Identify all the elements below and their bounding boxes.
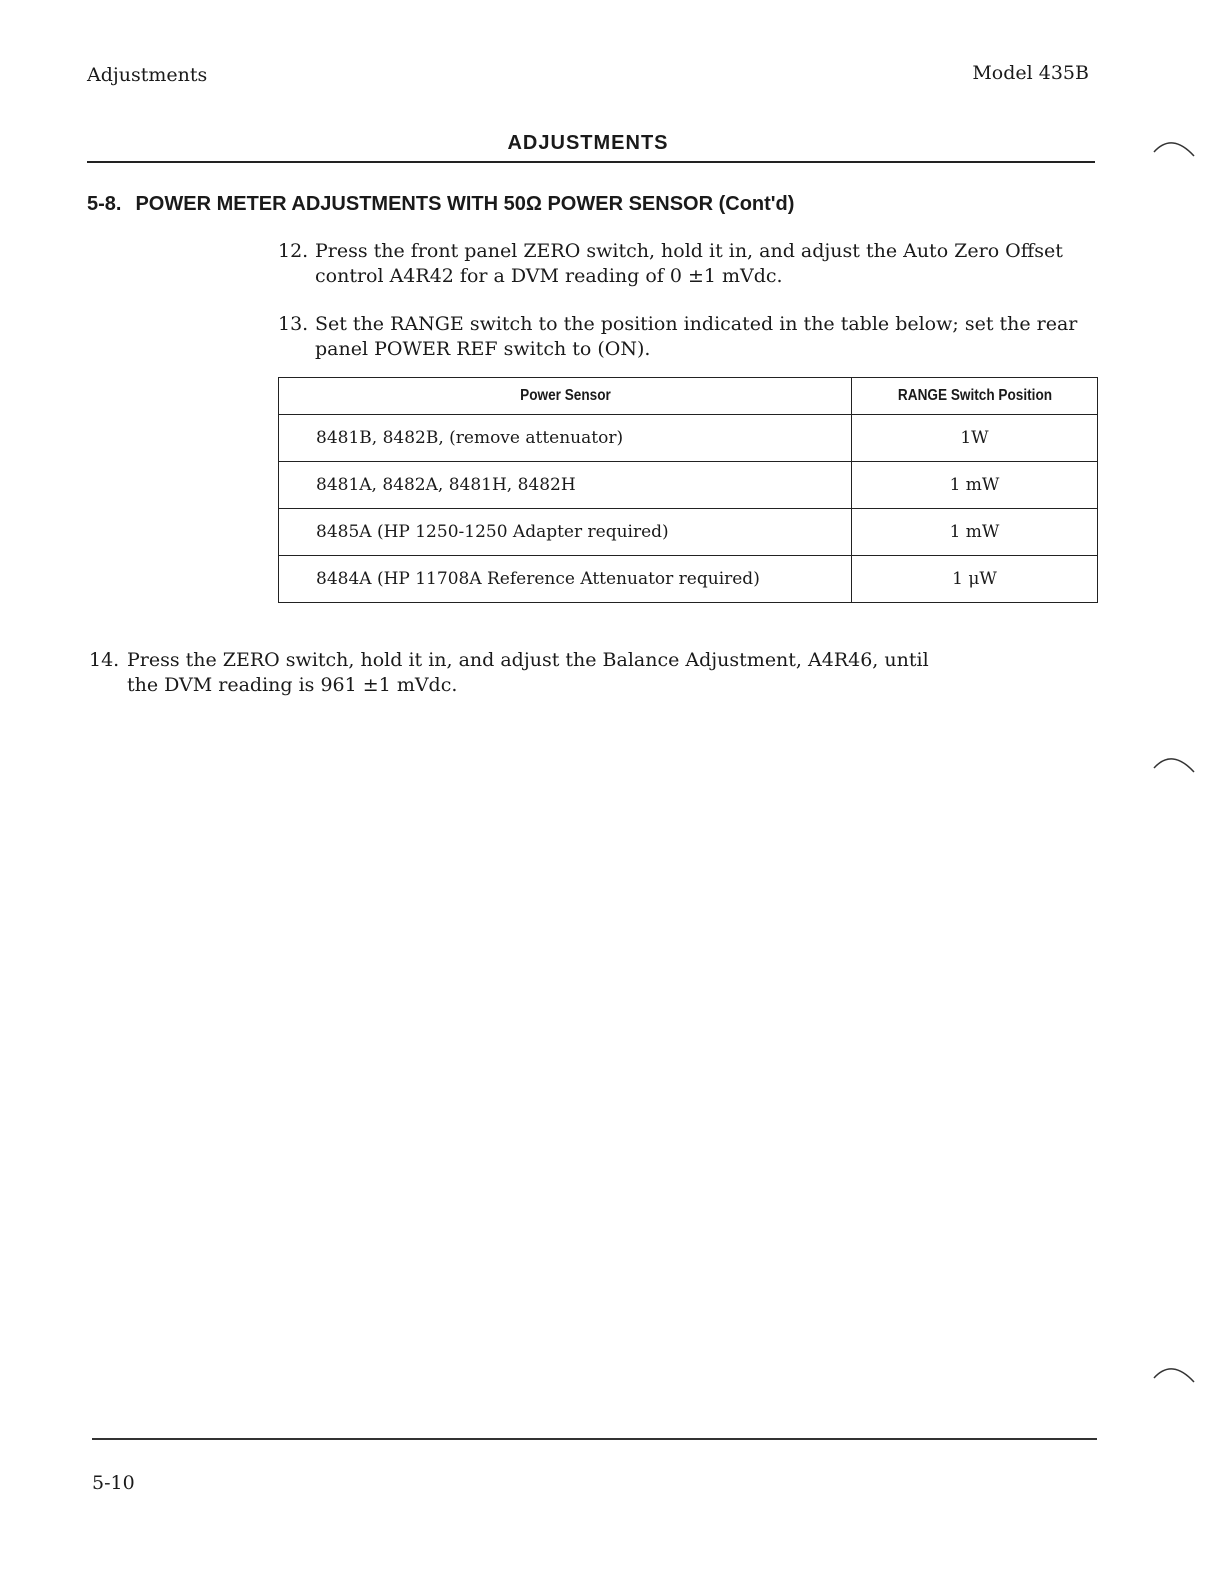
range-cell: 1 mW [852, 462, 1098, 509]
table-row [279, 415, 1098, 462]
step-13 [278, 312, 1098, 367]
range-switch-table [278, 377, 1098, 603]
sensor-cell: 8484A (HP 11708A Reference Attenuator required) [279, 556, 852, 603]
step-12 [278, 239, 1098, 294]
step-14 [89, 648, 989, 703]
range-cell: 1W [852, 415, 1098, 462]
table-header-row [279, 378, 1098, 415]
running-header-right: Model 435B [972, 62, 1089, 84]
running-header-left: Adjustments [87, 64, 208, 86]
footer-rule [92, 1438, 1097, 1440]
section-heading [87, 193, 794, 216]
sensor-cell: 8481B, 8482B, (remove attenuator) [279, 415, 852, 462]
step-text: Press the front panel ZERO switch, hold it in, and adjust the Auto Zero Offset control A4R42 for a DVM reading of 0 ±1 mVdc. [315, 240, 1063, 287]
sensor-cell: 8485A (HP 1250-1250 Adapter required) [279, 509, 852, 556]
table-row [279, 462, 1098, 509]
binder-hole-mark-icon [1152, 752, 1196, 776]
column-header-power-sensor: Power Sensor [321, 378, 808, 415]
table-row [279, 556, 1098, 603]
page-title: ADJUSTMENTS [507, 132, 669, 154]
section-number: 5-8. [87, 193, 122, 215]
sensor-cell: 8481A, 8482A, 8481H, 8482H [279, 462, 852, 509]
step-number: 12. [278, 240, 309, 262]
page-number: 5-10 [92, 1472, 135, 1494]
section-title: POWER METER ADJUSTMENTS WITH 50Ω POWER SENSOR (Cont'd) [135, 193, 795, 215]
title-rule [87, 161, 1095, 163]
step-number: 14. [89, 649, 120, 671]
step-text: Press the ZERO switch, hold it in, and adjust the Balance Adjustment, A4R46, until the DVM reading is 961 ±1 mVdc. [127, 649, 929, 696]
column-header-range-position: RANGE Switch Position [870, 378, 1079, 415]
step-text: Set the RANGE switch to the position indicated in the table below; set the rear panel POWER REF switch to (ON). [315, 313, 1078, 360]
table-row [279, 509, 1098, 556]
binder-hole-mark-icon [1152, 136, 1196, 160]
binder-hole-mark-icon [1152, 1362, 1196, 1386]
range-cell: 1 mW [852, 509, 1098, 556]
range-cell: 1 μW [852, 556, 1098, 603]
step-number: 13. [278, 313, 309, 335]
